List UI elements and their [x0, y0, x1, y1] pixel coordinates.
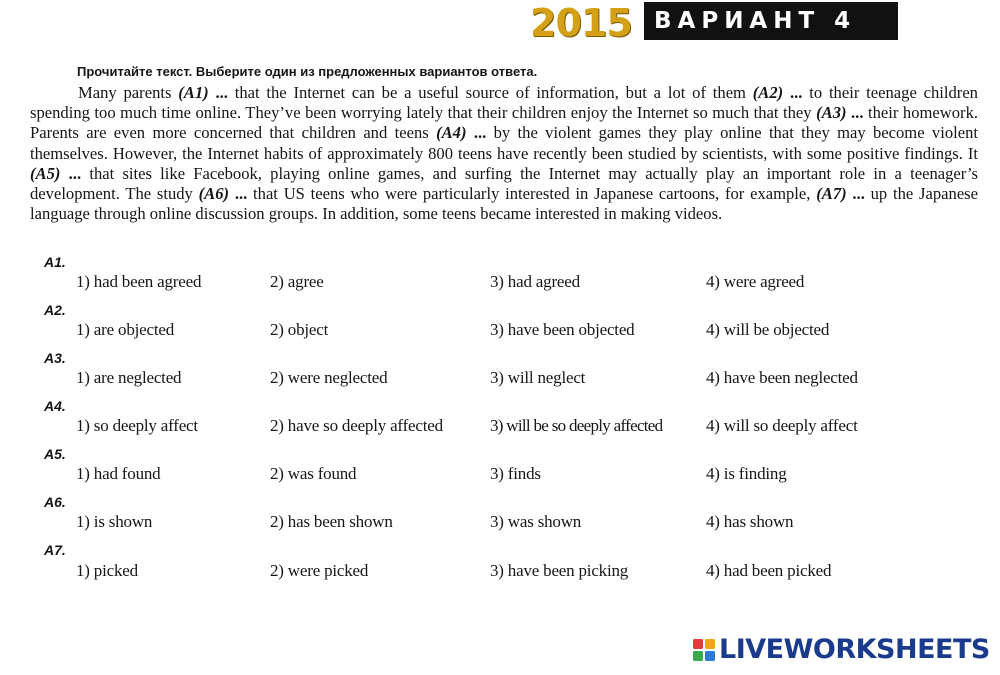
option-a6-2[interactable]: 2) has been shown	[270, 512, 393, 531]
option-a7-3[interactable]: 3) have been picking	[490, 561, 629, 580]
option-a5-1[interactable]: 1) had found	[76, 464, 161, 483]
option-a4-1[interactable]: 1) so deeply affect	[76, 416, 198, 435]
option-a1-1[interactable]: 1) had been agreed	[76, 272, 202, 291]
option-a7-4[interactable]: 4) had been picked	[706, 561, 832, 580]
option-a2-4[interactable]: 4) will be objected	[706, 320, 830, 339]
year-badge: 2015	[530, 1, 632, 45]
option-a4-4[interactable]: 4) will so deeply affect	[706, 416, 858, 435]
gap-dots: ...	[846, 184, 865, 204]
gap-a5: (A5)	[30, 163, 61, 183]
option-a3-2[interactable]: 2) were neglected	[270, 368, 388, 387]
option-a4-3[interactable]: 3) will be so deeply affected	[490, 416, 663, 435]
option-a1-4[interactable]: 4) were agreed	[706, 272, 805, 291]
gap-dots: ...	[60, 163, 82, 183]
question-label-a5: A5.	[44, 446, 66, 462]
option-a3-4[interactable]: 4) have been neglected	[706, 368, 858, 387]
option-a7-2[interactable]: 2) were picked	[270, 561, 369, 580]
question-label-a4: A4.	[44, 398, 66, 414]
option-a4-2[interactable]: 2) have so deeply affected	[270, 416, 443, 435]
option-a1-3[interactable]: 3) had agreed	[490, 272, 580, 291]
gap-dots: ...	[846, 103, 864, 123]
option-a6-4[interactable]: 4) has shown	[706, 512, 794, 531]
passage-text: up the Japanese language through online discussion groups. In addition, some teens became interested in making videos.	[30, 184, 979, 224]
question-label-a2: A2.	[44, 302, 66, 318]
option-a5-2[interactable]: 2) was found	[270, 464, 357, 483]
gap-a6: (A6)	[198, 184, 230, 204]
option-a5-3[interactable]: 3) finds	[490, 464, 541, 483]
passage-text: that US teens who were particularly interested in Japanese cartoons, for example,	[247, 184, 817, 204]
option-a7-1[interactable]: 1) picked	[76, 561, 138, 580]
gap-dots: ...	[229, 184, 248, 204]
gap-a3: (A3)	[816, 103, 847, 123]
option-a3-1[interactable]: 1) are neglected	[76, 368, 182, 387]
passage-text: by the violent games they play online that they may become violent themselves. However, the Internet habits of approximately 800 teens have recently been studied by scientists, with some positive findings. It	[30, 123, 979, 163]
question-label-a1: A1.	[44, 254, 66, 270]
option-a6-1[interactable]: 1) is shown	[76, 512, 153, 531]
option-a6-3[interactable]: 3) was shown	[490, 512, 582, 531]
gap-dots: ...	[466, 123, 487, 143]
option-a3-3[interactable]: 3) will neglect	[490, 368, 586, 387]
passage-text: that sites like Facebook, playing online games, and surfing the Internet may actually play an important role in a teenager’s development. The study	[30, 163, 979, 204]
option-a2-3[interactable]: 3) have been objected	[490, 320, 635, 339]
option-a5-4[interactable]: 4) is finding	[706, 464, 787, 483]
gap-dots: ...	[208, 83, 228, 102]
question-label-a7: A7.	[44, 542, 66, 558]
option-a2-1[interactable]: 1) are objected	[76, 320, 174, 339]
passage-text: Many parents	[78, 83, 179, 102]
gap-a1: (A1)	[178, 83, 209, 102]
gap-a4: (A4)	[436, 123, 467, 143]
passage-text: that the Internet can be a useful source of information, but a lot of them	[227, 83, 753, 102]
liveworksheets-icon	[693, 639, 715, 661]
question-label-a3: A3.	[44, 350, 66, 366]
instruction-text: Прочитайте текст. Выберите один из предложенных вариантов ответа.	[77, 64, 538, 79]
gap-a7: (A7)	[816, 184, 847, 204]
variant-title: ВАРИАНТ 4	[644, 2, 898, 40]
reading-passage	[30, 83, 978, 224]
gap-a2: (A2)	[752, 83, 784, 102]
option-a2-2[interactable]: 2) object	[270, 320, 329, 339]
gap-dots: ...	[783, 83, 803, 102]
option-a1-2[interactable]: 2) agree	[270, 272, 324, 291]
brand-name: LIVEWORKSHEETS	[719, 634, 990, 665]
passage-text: their homework. Parents are even more concerned that children and teens	[30, 103, 979, 143]
passage-text: to their teenage children spending too much time online. They’ve been worrying lately that their children enjoy the Internet so much that they	[30, 83, 978, 123]
question-label-a6: A6.	[44, 494, 66, 510]
